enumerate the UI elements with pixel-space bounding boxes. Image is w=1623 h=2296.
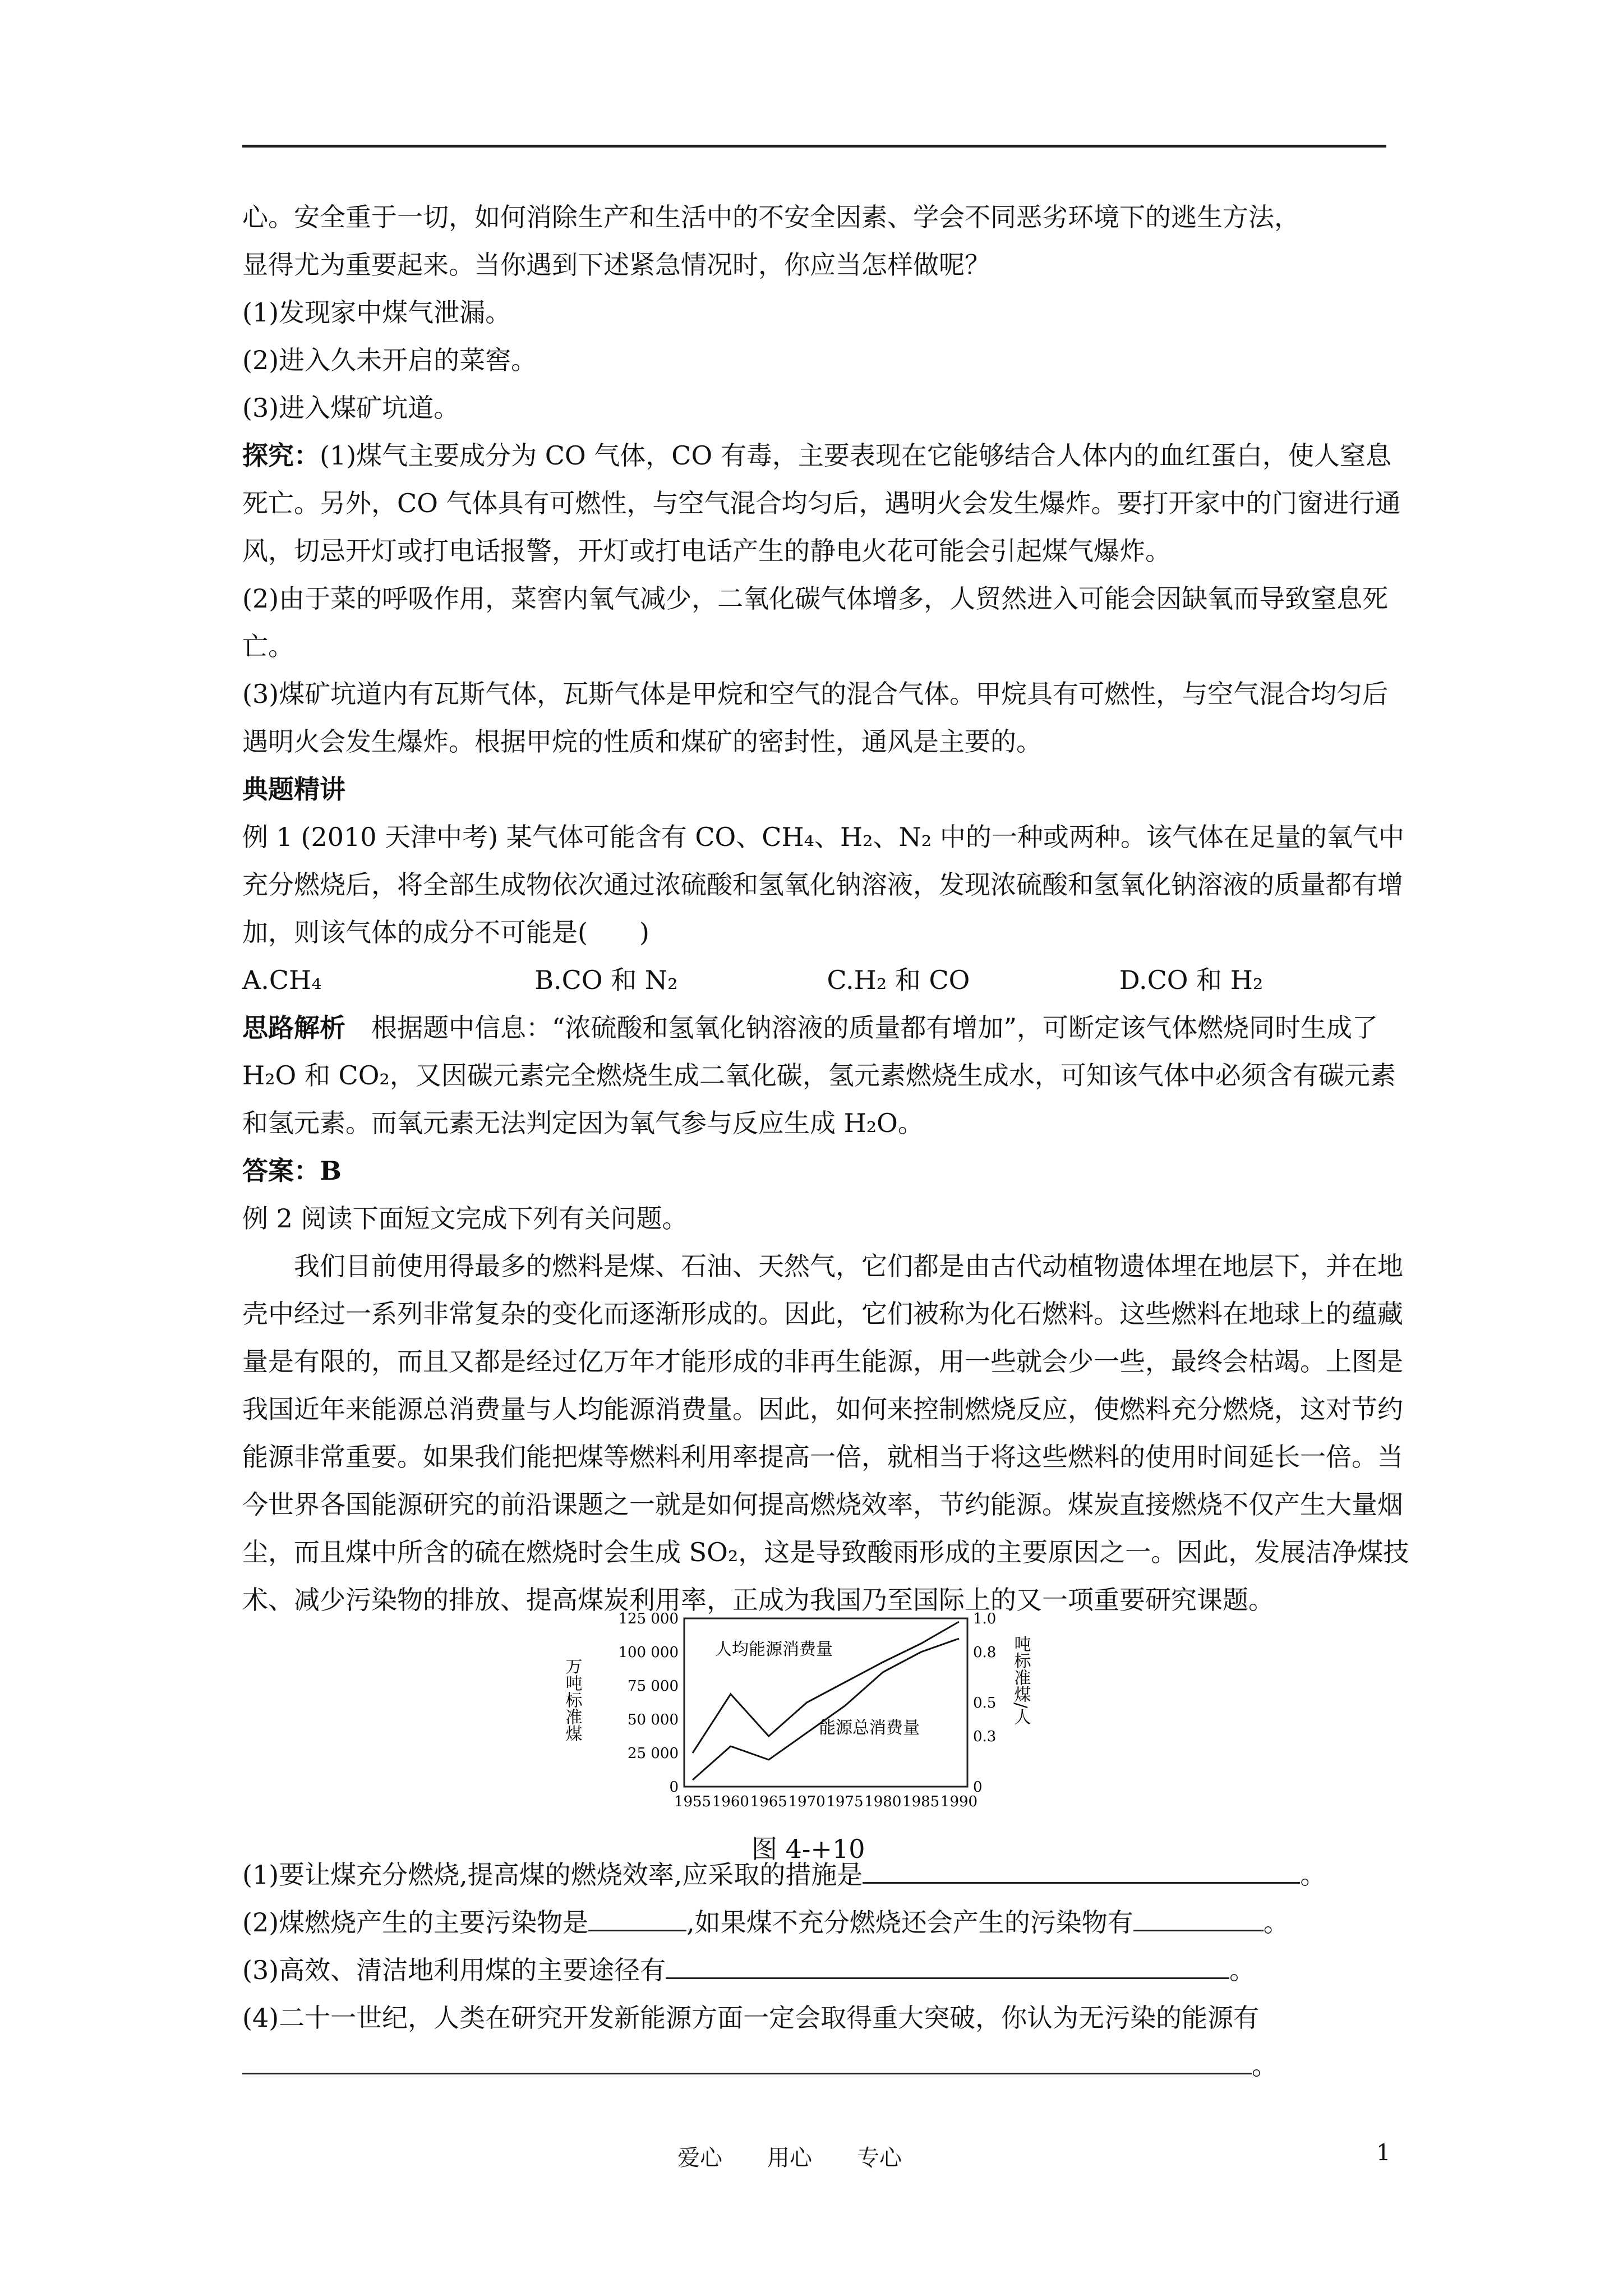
explore-text-1: (1)煤气主要成分为 CO 气体，CO 有毒，主要表现在它能够结合人体内的血红蛋白，使人窒息死亡。另外，CO 气体具有可燃性，与空气混合均匀后，遇明火会发生爆炸。要打开家中的门窗进行通风，切忌开灯或打电话报警，开灯或打电话产生的静电火花可能会引起煤气爆炸。: [242, 440, 1401, 566]
example-2-passage: 我们目前使用得最多的燃料是煤、石油、天然气，它们都是由古代动植物遗体埋在地层下，并在地壳中经过一系列非常复杂的变化而逐渐形成的。因此，它们被称为化石燃料。这些燃料在地球上的蕴藏量是有限的，而且又都是经过亿万年才能形成的非再生能源，用一些就会少一些，最终会枯竭。上图是我国近年来能源总消费量与人均能源消费量。因此，如何来控制燃烧反应，使燃料充分燃烧，这对节约能源非常重要。如果我们能把煤等燃料利用率提高一倍，就相当于将这些燃料的使用时间延长一倍。当今世界各国能源研究的前沿课题之一就是如何提高燃烧效率，节约能源。煤炭直接燃烧不仅产生大量烟尘，而且煤中所含的硫在燃烧时会生成 SO₂，这是导致酸雨形成的主要原因之一。因此，发展洁净煤技术、减少污染物的排放、提高煤炭利用率，正成为我国乃至国际上的又一项重要研究课题。: [242, 1251, 1409, 1615]
answer: 答案：B: [242, 1156, 342, 1186]
analysis-label: 思路解析: [242, 1013, 345, 1043]
left-axis-label: 万吨标准煤: [562, 1658, 582, 1742]
left-tick-label: 25 000: [628, 1745, 679, 1762]
question-2: (2)进入久未开启的菜窖。: [242, 345, 537, 375]
x-tick-label: 1990: [940, 1793, 978, 1810]
x-tick-label: 1985: [902, 1793, 940, 1810]
header-rule: [242, 145, 1386, 148]
section-heading: 典题精讲: [242, 774, 345, 804]
series-total-line: [693, 1639, 959, 1780]
left-ticks: [618, 1611, 679, 1796]
right-ticks: [973, 1611, 996, 1796]
question-1: (1)发现家中煤气泄漏。: [242, 297, 511, 328]
figure-caption: 图 4-+10: [751, 1834, 865, 1864]
explore-1: [242, 432, 1412, 575]
option-c: C.H₂ 和 CO: [827, 965, 970, 995]
right-tick-label: 0.3: [973, 1728, 997, 1745]
right-axis-label: 吨标准煤/人: [1011, 1635, 1031, 1726]
x-tick-label: 1960: [712, 1793, 749, 1810]
x-ticks: [674, 1793, 978, 1810]
left-tick-label: 50 000: [628, 1711, 679, 1728]
answer-blank-3[interactable]: [1133, 1901, 1264, 1931]
analysis-text: 根据题中信息：“浓硫酸和氢氧化钠溶液的质量都有增加”，可断定该气体燃烧同时生成了 H₂O 和 CO₂，又因碳元素完全燃烧生成二氧化碳，氢元素燃烧生成水，可知该气体中必须含有碳元素和氢元素。而氧元素无法判定因为氧气参与反应生成 H₂O。: [242, 1013, 1396, 1138]
option-d: D.CO 和 H₂: [1119, 965, 1264, 995]
left-tick-label: 125 000: [618, 1611, 679, 1627]
x-tick-label: 1965: [750, 1793, 787, 1810]
x-tick-label: 1975: [826, 1793, 864, 1810]
right-tick-label: 0.5: [973, 1695, 997, 1711]
fill-q2: (2)煤燃烧产生的主要污染物是 ,如果煤不充分燃烧还会产生的污染物有 。: [242, 1899, 1412, 1947]
answer-blank-5[interactable]: [242, 2044, 1252, 2074]
left-tick-label: 100 000: [618, 1644, 679, 1661]
fill-q4: (4)二十一世纪，人类在研究开发新能源方面一定会取得重大突破，你认为无污染的能源有: [242, 2003, 1260, 2033]
answer-blank-4[interactable]: [666, 1948, 1229, 1979]
example-1: 例 1 (2010 天津中考) 某气体可能含有 CO、CH₄、H₂、N₂ 中的一种或两种。该气体在足量的氧气中充分燃烧后，将全部生成物依次通过浓硫酸和氢氧化钠溶液，发现浓硫酸和氢氧化钠溶液的质量都有增加，则该气体的成分不可能是( ): [242, 822, 1404, 947]
footer-text: 爱心 用心 专心: [677, 2145, 902, 2171]
x-tick-label: 1955: [674, 1793, 712, 1810]
page-content: [242, 194, 1412, 1624]
page-number: 1: [1376, 2140, 1391, 2166]
left-tick-label: 0: [669, 1779, 679, 1796]
right-tick-label: 0.8: [973, 1644, 997, 1661]
example-2-title: 例 2 阅读下面短文完成下列有关问题。: [242, 1203, 688, 1234]
right-tick-label: 1.0: [973, 1611, 997, 1627]
option-b: B.CO 和 N₂: [534, 965, 678, 995]
right-tick-label: 0: [973, 1779, 983, 1796]
intro-line-2: 显得尤为重要起来。当你遇到下述紧急情况时，你应当怎样做呢？: [242, 250, 990, 280]
option-a: A.CH₄: [242, 965, 322, 995]
answer-blank-1[interactable]: [863, 1853, 1300, 1884]
explore-2: (2)由于菜的呼吸作用，菜窖内氧气减少，二氧化碳气体增多，人贸然进入可能会因缺氧而导致窒息死亡。: [242, 583, 1389, 661]
explore-3: (3)煤矿坑道内有瓦斯气体，瓦斯气体是甲烷和空气的混合气体。甲烷具有可燃性，与空气混合均匀后遇明火会发生爆炸。根据甲烷的性质和煤矿的密封性，通风是主要的。: [242, 679, 1389, 757]
fill-q3: (3)高效、清洁地利用煤的主要途径有 。: [242, 1947, 1412, 1994]
analysis: [242, 1004, 1412, 1147]
left-tick-label: 75 000: [628, 1678, 679, 1695]
answer-blank-2[interactable]: [588, 1901, 686, 1931]
series-label-per-capita: 人均能源消费量: [715, 1640, 833, 1659]
series-label-total: 能源总消费量: [819, 1718, 920, 1738]
example-1-options: [242, 956, 1412, 1004]
question-3: (3)进入煤矿坑道。: [242, 393, 460, 423]
x-tick-label: 1970: [788, 1793, 826, 1810]
explore-label: 探究：: [242, 440, 320, 471]
questions: [242, 1851, 1412, 2090]
intro-line-1: 心。安全重于一切，如何消除生产和生活中的不安全因素、学会不同恶劣环境下的逃生方法，: [242, 202, 1300, 232]
x-tick-label: 1980: [864, 1793, 902, 1810]
energy-chart: [561, 1596, 1043, 1820]
fill-q1: (1)要让煤充分燃烧,提高煤的燃烧效率,应采取的措施是 。: [242, 1851, 1412, 1899]
fill-q4-line: 。: [242, 2042, 1412, 2090]
